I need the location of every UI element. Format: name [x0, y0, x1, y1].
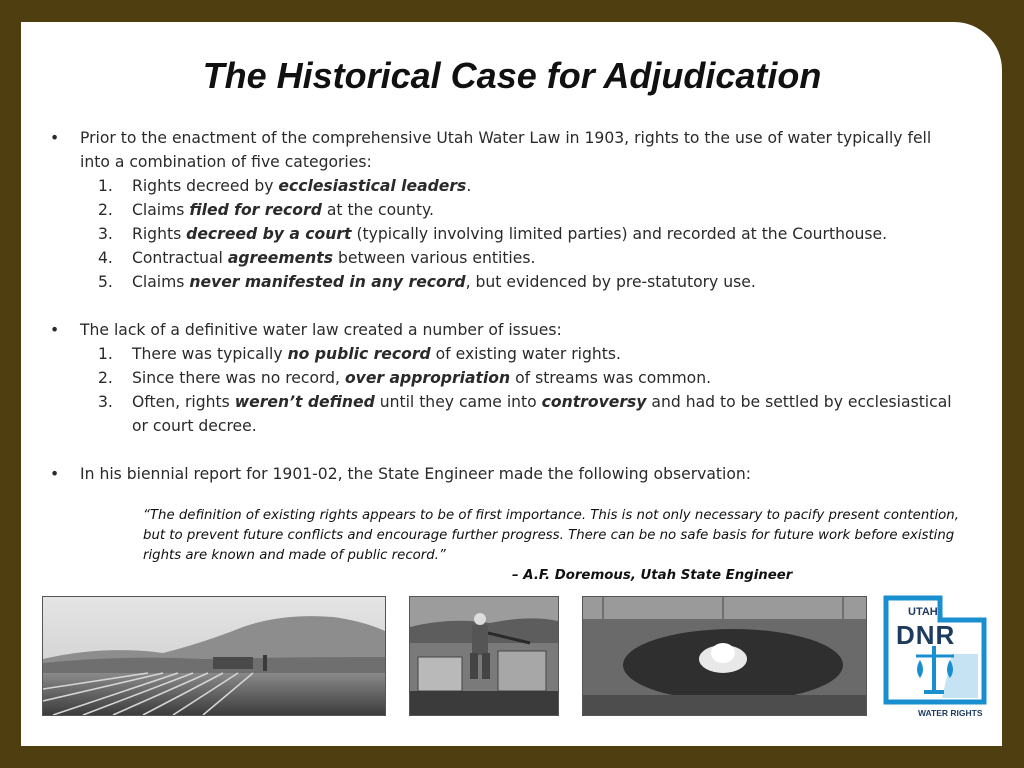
logo-dnr-text: DNR: [896, 620, 956, 650]
logo-utah-text: UTAH: [908, 606, 938, 618]
farmland-photo-graphic: [43, 597, 385, 715]
list-item: 5. Claims never manifested in any record, but evidenced by pre-statutory use.: [98, 273, 756, 291]
irrigation-worker-photo-graphic: [410, 597, 558, 715]
list-item: 1. There was typically no public record of existing water rights.: [98, 345, 621, 363]
list-item: 3. Often, rights weren’t defined until they came into controversy and had to be settled by ecclesiastical or court decree.: [98, 393, 952, 435]
bullet-2-list: [80, 342, 960, 438]
list-item: 1. Rights decreed by ecclesiastical leaders.: [98, 177, 472, 195]
engineer-quote: “The definition of existing rights appears to be of first importance. This is not only necessary to pacify present contention, but to prevent future conflicts and encourage further progress. There can be no safe basis for future work before existing rights are known and made of public record.”: [143, 508, 959, 563]
bullet-dot: •: [50, 129, 60, 147]
list-item: 2. Claims filed for record at the county.: [98, 201, 434, 219]
bullet-dot: •: [50, 465, 60, 483]
logo-water-rights-text: WATER RIGHTS: [918, 708, 983, 718]
bullet-dot: •: [50, 321, 60, 339]
quote-attribution: – A.F. Doremous, Utah State Engineer: [512, 568, 793, 583]
list-item: 2. Since there was no record, over appropriation of streams was common.: [98, 369, 712, 387]
bullet-2-intro: The lack of a definitive water law created a number of issues:: [80, 321, 562, 339]
bullet-3-intro: In his biennial report for 1901-02, the State Engineer made the following observation:: [80, 465, 752, 483]
list-item: 4. Contractual agreements between various entities.: [98, 249, 536, 267]
farmland-photo: [42, 596, 386, 716]
utah-dnr-logo: [882, 594, 988, 720]
artesian-spring-photo-graphic: [583, 597, 866, 715]
artesian-spring-photo: [582, 596, 867, 716]
list-item: 3. Rights decreed by a court (typically involving limited parties) and recorded at the Courthouse.: [98, 225, 888, 243]
irrigation-worker-photo: [409, 596, 559, 716]
bullet-1-intro: Prior to the enactment of the comprehensive Utah Water Law in 1903, rights to the use of water typically fell into a combination of five categories:: [80, 129, 932, 171]
bullet-1-list: [80, 174, 960, 294]
slide-title: The Historical Case for Adjudication: [202, 55, 822, 96]
